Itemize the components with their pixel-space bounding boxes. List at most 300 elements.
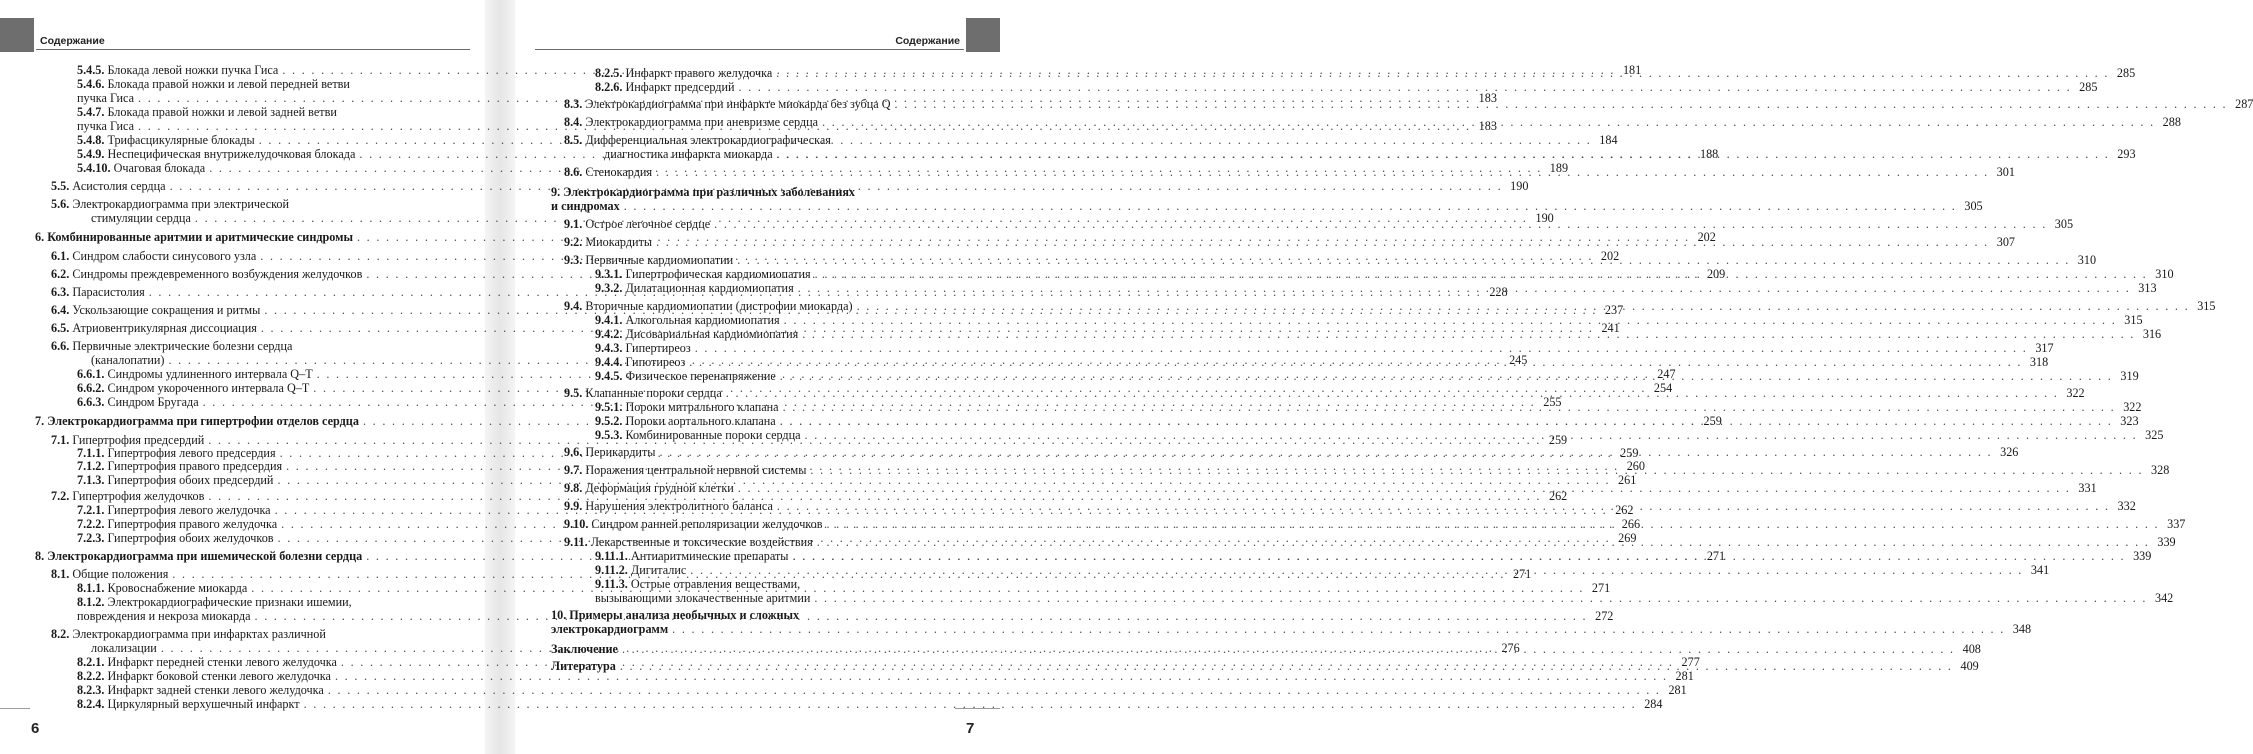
toc-entry-title: Гипертрофия правого желудочка [107,517,278,531]
toc-entry-number: 9.11.1. [595,549,628,563]
toc-entry-title: Литература [551,659,616,673]
toc-entry-title: и синдромах [551,199,620,213]
toc-entry-page: 271 [1591,581,1611,595]
toc-entry-page: 339 [2157,535,2176,549]
toc-entry [51,627,326,641]
toc-entry-number: 5.4.7. [77,105,105,119]
toc-entry-number: 7. [35,414,45,428]
toc-entry-page: 259 [1620,446,1639,460]
toc-entry-page: 183 [1478,91,1497,105]
toc-entry-text [51,303,260,317]
toc-entry-number: 6.6.1. [77,367,105,381]
toc-entry-title: Дифференциальная электрокардиографическая [585,133,831,147]
toc-entry-number: 8.2.6. [595,80,623,94]
toc-entry-page: 341 [2030,563,2050,577]
toc-entry-page: 313 [2138,281,2157,295]
toc-entry-page: 266 [1621,517,1641,531]
dot-leader [817,535,2150,549]
toc-entry-number: 8.2.4. [77,697,105,711]
toc-entry-text [595,549,788,563]
dot-leader [822,115,2155,129]
toc-entry-number: 6.5. [51,321,70,335]
toc-entry-number: 6.6.2. [77,381,105,395]
dot-leader [810,463,2143,477]
toc-entry-page: 271 [1512,567,1532,581]
page-number: 6 [31,720,40,737]
toc-entry-number: 9.11.3. [595,577,628,591]
toc-entry-text [77,459,282,473]
toc-entry-text [595,313,780,327]
dot-leader [656,165,1989,179]
toc-entry-number: 9.11. [564,535,588,549]
toc-entry-text [51,285,145,299]
toc-entry-page: 261 [1618,473,1637,487]
toc-entry-page: 305 [1964,199,1983,213]
toc-entry-page: 285 [2079,80,2098,94]
toc-entry-text [564,445,655,459]
toc-entry-title: Кровоснабжение миокарда [107,581,248,595]
toc-entry-text [551,199,620,213]
toc-entry-title: Блокада правой ножки и левой передней ветви [107,77,350,91]
toc-entry-title: пучка Гиса [77,91,135,105]
toc-entry-title: диагностика инфаркта миокарда [604,147,773,161]
toc-entry-title: Гипертрофическая кардиомиопатия [625,267,811,281]
toc-entry-text [595,327,798,341]
toc-entry-text [91,211,191,225]
toc-entry-page: 260 [1626,459,1645,473]
dot-leader [737,253,2070,267]
toc-entry-title: Острые отравления веществами, [630,577,801,591]
toc-entry [51,489,1568,503]
toc-entry-page: 262 [1615,503,1634,517]
dot-leader [659,445,1992,459]
toc-entry-text [77,503,271,517]
toc-entry-text [91,641,157,655]
toc-entry-page: 271 [1706,549,1726,563]
toc-entry-text [551,608,799,622]
toc-entry-text [77,63,278,77]
toc-entry-page: 281 [1675,669,1694,683]
dot-leader [780,414,2113,428]
toc-entry-title: Блокада левой ножки пучка Гиса [107,63,279,77]
toc-entry-text [595,369,776,383]
toc-entry-title: Инфаркт правого желудочка [625,66,773,80]
toc-entry-number: 9.4. [564,299,583,313]
toc-entry-number: 5.4.5. [77,63,105,77]
toc-entry-page: 262 [1548,489,1568,503]
toc-entry-number: 9.3.2. [595,281,623,295]
dot-leader [656,235,1989,249]
dot-leader [620,659,1953,673]
toc-entry-text [595,591,810,605]
toc-entry-number: 9.5.1. [595,400,623,414]
toc-entry-page: 281 [1668,683,1687,697]
toc-entry-page: 319 [2120,369,2139,383]
toc-entry-title: Дилатационная кардиомиопатия [625,281,794,295]
toc-entry-number: 7.2. [51,489,70,503]
dot-leader [738,481,2071,495]
toc-entry-title: Общие положения [72,567,169,581]
toc-entry-title: Электрокардиограмма при инфарктах различной [72,627,326,641]
toc-entry-text [551,642,618,656]
toc-entry-page: 318 [2029,355,2049,369]
toc-entry-text [35,549,362,563]
toc-entry-page: 272 [1595,609,1614,623]
toc-entry-number: 5.4.10. [77,161,111,175]
toc-entry-page: 259 [1548,433,1568,447]
toc-entry-text [77,395,199,409]
toc-entry-page: 184 [1599,133,1618,147]
dot-leader [814,591,2147,605]
toc-entry-text [564,499,773,513]
page-header [535,18,1000,52]
toc-entry-text [564,97,891,111]
dot-leader [783,400,2116,414]
toc-entry-page: 315 [2197,299,2216,313]
toc-entry-page: 409 [1960,659,1979,673]
toc-entry-number: 7.2.1. [77,503,105,517]
toc-entry [77,697,1663,711]
toc-entry [77,669,1694,683]
dot-leader [624,199,1957,213]
toc-entry-title: Электрокардиограмма при различных заболеваниях [563,185,856,199]
toc-entry-text [595,355,685,369]
toc-entry-page: 269 [1618,531,1637,545]
toc-entry-title: Синдром Бругада [107,395,199,409]
toc-entry-number: 5.4.9. [77,147,105,161]
toc-entry-page: 183 [1478,119,1497,133]
toc-entry-text [51,267,362,281]
toc-entry-text [77,595,352,609]
toc-entry-text [77,133,255,147]
toc-entry-text [564,299,853,313]
toc-entry-page: 228 [1489,285,1508,299]
toc-entry-title: Электрокардиографические признаки ишемии, [107,595,352,609]
toc-entry-text [564,115,818,129]
toc-entry-text [564,217,710,231]
toc-entry-title: Электрокардиограмма при инфаркте миокарда без зубца Q [585,97,891,111]
toc-entry-title: локализации [91,641,157,655]
toc-entry-text [595,341,691,355]
dot-leader [802,327,2135,341]
toc-entry-number: 8.5. [564,133,583,147]
toc-entry-title: Гипертрофия обоих желудочков [107,531,274,545]
toc-entry-title: Неспецифическая внутрижелудочковая блокада [107,147,356,161]
toc-entry [77,77,350,91]
toc-entry-number: 9.11.2. [595,563,628,577]
toc-entry-number: 9.3.1. [595,267,623,281]
toc-entry-number: 9.5.2. [595,414,623,428]
toc-entry-number: 8.1. [51,567,70,581]
toc-entry-text [595,414,776,428]
page-number: 7 [966,720,975,737]
toc-entry-number: 6.6. [51,339,70,353]
toc-entry-text [551,659,616,673]
footer-rule [955,708,1000,709]
toc-entry-page: 326 [2000,445,2019,459]
toc-entry-number: 5.6. [51,197,70,211]
toc-entry-page: 293 [2117,147,2136,161]
toc-entry-title: Инфаркт задней стенки левого желудочка [107,683,324,697]
toc-entry-title: пучка Гиса [77,119,135,133]
toc-entry-text [595,267,811,281]
toc-entry-text [595,400,779,414]
toc-entry-number: 9.8. [564,481,583,495]
toc-entry-text [51,249,256,263]
toc-entry-number: 8.3. [564,97,583,111]
toc-entry-page: 285 [2116,66,2136,80]
dot-leader [739,80,2072,94]
toc-entry-text [77,683,324,697]
toc-entry-title: Физическое перенапряжение [625,369,776,383]
toc-entry-number: 7.2.3. [77,531,105,545]
toc-entry-title: Поражения центральной нервной системы [585,463,807,477]
toc-entry-text [51,179,166,193]
toc-entry-number: 9.6. [564,445,583,459]
toc-entry-text [77,473,273,487]
toc-entry-number: 5.4.6. [77,77,105,91]
toc-entry [551,622,2032,636]
toc-entry [77,595,352,609]
toc-entry-number: 8.2. [51,627,70,641]
toc-entry-title: Электрокардиограмма при электрической [72,197,290,211]
toc-entry-text [595,66,772,80]
toc-entry-title: Пороки аортального клапана [625,414,776,428]
toc-entry-page: 188 [1699,147,1719,161]
toc-entry [551,199,1983,213]
toc-entry-title: Деформация грудной клетки [585,481,734,495]
page-header [0,18,470,52]
toc-entry-text [51,433,204,447]
toc-entry-text [35,230,353,244]
toc-entry-page: 202 [1600,249,1620,263]
toc-entry-number: 6.4. [51,303,70,317]
dot-leader [690,563,2023,577]
toc-entry-text [91,353,164,367]
toc-entry-number: 6.6.3. [77,395,105,409]
toc-entry-title: Инфаркт боковой стенки левого желудочка [107,669,331,683]
toc-entry-text [51,197,289,211]
toc-entry [564,481,2097,495]
toc-entry-title: Комбинированные пороки сердца [625,428,801,442]
toc-entry-page: 328 [2151,463,2170,477]
toc-entry [77,683,1687,697]
header-title: Содержание [895,35,960,47]
toc-entry [551,185,855,199]
toc-entry [595,591,2174,605]
toc-entry-title: Блокада правой ножки и левой задней ветви [107,105,337,119]
toc-entry-page: 322 [2123,400,2142,414]
toc-entry-page: 339 [2133,549,2152,563]
toc-entry-text [564,165,652,179]
dot-leader [784,313,2117,327]
toc-entry-page: 342 [2154,591,2174,605]
toc-entry-number: 6. [35,230,45,244]
toc-entry-number: 9.5. [564,386,583,400]
toc-entry-number: 9.7. [564,463,583,477]
toc-entry-number: 8.2.1. [77,655,105,669]
toc-entry-page: 241 [1601,321,1620,335]
toc-entry-title: Заключение [551,642,618,656]
toc-entry-number: 9.4.4. [595,355,623,369]
toc-entry-page: 237 [1604,303,1624,317]
toc-entry-page: 307 [1996,235,2015,249]
dot-leader [895,97,2228,111]
toc-entry-text [77,446,276,460]
toc-entry-title: Гипертрофия обоих предсердий [107,473,274,487]
toc-entry-title: Ускользающие сокращения и ритмы [72,303,261,317]
toc-entry-title: Инфаркт предсердий [625,80,735,94]
toc-entry-text [595,563,686,577]
toc-entry-title: Трифасцикулярные блокады [107,133,255,147]
toc-entry-text [77,697,300,711]
dot-leader [777,499,2110,513]
toc-entry-page: 323 [2120,414,2139,428]
toc-entry-title: Лекарственные и токсические воздействия [590,535,813,549]
dot-leader [798,281,2131,295]
dot-leader [672,622,2005,636]
toc-entry-title: Пороки митрального клапана [625,400,779,414]
toc-entry-title: Электрокардиограмма при гипертрофии отделов сердца [47,414,359,428]
toc-entry-title: стимуляции сердца [91,211,191,225]
toc-entry-text [77,381,309,395]
toc-entry-title: Алкогольная кардиомиопатия [625,313,780,327]
toc-entry-number: 8. [35,549,45,563]
toc-entry-title: Вторичные кардиомиопатии (дистрофии миокарда) [585,299,853,313]
toc-entry-text [51,339,292,353]
toc-entry-text [51,489,204,503]
toc-entry-title: Первичные электрические болезни сердца [72,339,293,353]
toc-entry-text [564,235,652,249]
toc-entry-number: 8.2.5. [595,66,623,80]
toc-entry-page: 305 [2054,217,2074,231]
toc-entry-text [77,531,274,545]
toc-entry-page: 325 [2145,428,2164,442]
toc-entry-text [77,105,337,119]
toc-entry-text [77,517,277,531]
toc-entry-title: Синдром слабости синусового узла [72,249,257,263]
toc-entry-title: Электрокардиограмма при ишемической болезни сердца [47,549,363,563]
toc-entry [595,577,800,591]
toc-entry-number: 8.2.2. [77,669,105,683]
toc-entry-text [595,428,801,442]
toc-entry-page: 190 [1510,179,1529,193]
toc-entry-title: Инфаркт передней стенки левого желудочка [107,655,337,669]
toc-entry-title: Дисовариальная кардиомиопатия [625,327,799,341]
toc-entry-title: Гипертрофия левого предсердия [107,446,276,460]
dot-leader [805,428,2138,442]
toc-entry-text [77,655,337,669]
toc-entry-text [564,463,806,477]
toc-entry-number: 7.1. [51,433,70,447]
toc-entry-number: 6.2. [51,267,70,281]
toc-entry-title: Комбинированные аритмии и аритмические синдромы [47,230,353,244]
toc-entry-number: 8.1.1. [77,581,105,595]
toc-entry-page: 310 [2077,253,2097,267]
toc-entry-text [595,281,794,295]
toc-entry-page: 245 [1509,353,1528,367]
toc-entry [51,339,292,353]
toc-entry-page: 337 [2167,517,2186,531]
toc-entry-number: 7.1.2. [77,459,105,473]
toc-entry-number: 9.3. [564,253,583,267]
dot-leader [689,355,2022,369]
toc-entry-title: Гипертрофия правого предсердия [107,459,283,473]
toc-entry-text [604,147,773,161]
toc-entry-title: электрокардиограмм [551,622,669,636]
toc-entry-page: 277 [1681,655,1700,669]
toc-entry-text [77,669,331,683]
toc-entry-text [551,185,855,199]
toc-entry-title: Антиаритмические препараты [630,549,789,563]
toc-entry-title: Перикардиты [585,445,656,459]
toc-entry-number: 6.1. [51,249,70,263]
toc-entry-text [77,367,313,381]
toc-entry-title: Стенокардия [585,165,653,179]
header-rule [535,49,964,50]
toc-entry-text [564,253,733,267]
toc-entry-number: 6.3. [51,285,70,299]
toc-entry [595,313,2143,327]
toc-entry-text [595,577,800,591]
toc-entry-number: 9.1. [564,217,583,231]
dot-leader [780,369,2113,383]
toc-entry-text [77,91,134,105]
toc-entry-title: Первичные кардиомиопатии [585,253,734,267]
toc-entry-title: (каналопатии) [91,353,165,367]
toc-entry-title: Асистолия сердца [72,179,166,193]
header-rule [36,49,470,50]
toc-entry-text [564,133,831,147]
toc-entry-title: Гипертрофия желудочков [72,489,205,503]
toc-entry-text [564,481,734,495]
toc-entry-page: 301 [1996,165,2015,179]
toc-entry-title: Нарушения электролитного баланса [585,499,773,513]
toc-entry-text [595,80,735,94]
toc-entry-page: 288 [2162,115,2181,129]
toc-entry-number: 9.5.3. [595,428,623,442]
toc-entry-title: Синдром ранней реполяризации желудочков [591,517,823,531]
toc-entry [551,608,799,622]
footer-rule [0,708,30,709]
toc-entry-title: Синдромы преждевременного возбуждения желудочков [72,267,363,281]
toc-entry-number: 5.4.8. [77,133,105,147]
toc-entry-text [564,535,813,549]
toc-entry [564,133,831,147]
toc-entry-page: 276 [1501,641,1520,655]
toc-entry-number: 9.10. [564,517,589,531]
toc-entry-title: Гипертрофия левого желудочка [107,503,271,517]
toc-entry-text [564,517,822,531]
toc-entry-page: 247 [1657,367,1676,381]
dot-leader [695,341,2028,355]
dot-leader [815,267,2148,281]
toc-entry-page: 316 [2142,327,2162,341]
toc-entry-text [51,321,257,335]
toc-entry-page: 408 [1962,642,1981,656]
toc-entry-number: 8.2.3. [77,683,105,697]
toc-entry-number: 8.1.2. [77,595,105,609]
toc-entry-page: 255 [1543,395,1562,409]
toc-entry-title: Гипертрофия предсердий [72,433,205,447]
header-tab [0,18,34,52]
toc-entry-text [551,622,668,636]
toc-entry-page: 190 [1535,211,1554,225]
toc-entry-page: 181 [1622,63,1642,77]
header-tab [966,18,1000,52]
header-title: Содержание [40,35,105,47]
toc-entry-text [564,386,722,400]
